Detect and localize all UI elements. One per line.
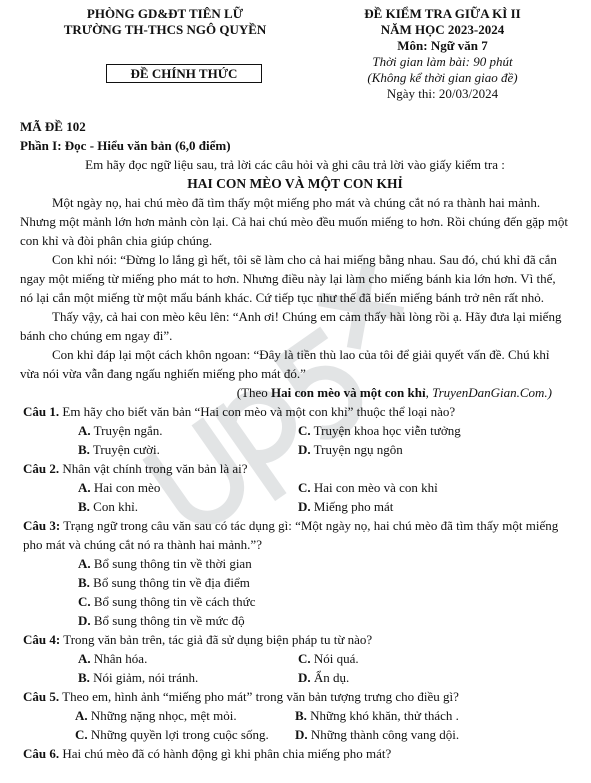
question-1 (20, 402, 570, 421)
department-name: PHÒNG GD&ĐT TIÊN LỮ (86, 6, 244, 21)
question-5 (20, 687, 570, 706)
answer-option: A. Những nặng nhọc, mệt mỏi. (75, 708, 237, 723)
question-label: Câu 6. (23, 746, 60, 761)
exam-code: MÃ ĐỀ 102 (20, 119, 86, 134)
question-text: Nhân vật chính trong văn bản là ai? (59, 461, 248, 476)
answer-option: A. Truyện ngắn. (78, 423, 163, 438)
question-label: Câu 3: (23, 518, 61, 533)
answer-option: A. Bổ sung thông tin về thời gian (78, 556, 252, 571)
exam-header (320, 6, 565, 102)
question-text: Hai chú mèo đã có hành động gì khi phân chia miếng pho mát? (59, 746, 392, 761)
source-title: Hai con mèo và một con khỉ (271, 385, 426, 400)
question-label: Câu 5. (23, 689, 60, 704)
question-label: Câu 2. (23, 461, 60, 476)
answer-option: C. Những quyền lợi trong cuộc sống. (75, 727, 269, 742)
answer-option: A. Nhân hóa. (78, 651, 148, 666)
answer-option: D. Miếng pho mát (298, 499, 394, 514)
answer-option: B. Con khỉ. (78, 499, 138, 514)
question-text: Em hãy cho biết văn bản “Hai con mèo và một con khỉ” thuộc thể loại nào? (59, 404, 456, 419)
answer-option: D. Truyện ngụ ngôn (298, 442, 403, 457)
answer-option: C. Truyện khoa học viễn tưởng (298, 423, 461, 438)
answer-options (20, 649, 570, 687)
question-3 (20, 516, 570, 554)
school-name: TRƯỜNG TH-THCS NGÔ QUYỀN (63, 22, 267, 37)
answer-option: B. Nói giảm, nói tránh. (78, 670, 199, 685)
question-text: Trong văn bản trên, tác giả đã sử dụng biện pháp tu từ nào? (60, 632, 373, 647)
subject: Môn: Ngữ văn 7 (397, 38, 488, 53)
source-prefix: (Theo (236, 385, 272, 400)
answer-option: D. Những thành công vang dội. (295, 727, 460, 742)
question-2 (20, 459, 570, 478)
story-paragraph: Con khỉ nói: “Đừng lo lắng gì hết, tôi sẽ làm cho cả hai miếng bằng nhau. Sau đó, chú khỉ đã cắn ngay một miếng từ miếng pho mát to hơn. Nhưng điều này lại làm cho miếng bánh kia lớn hơn. Vì thế, nó lại cắn một miếng từ một mẩu bánh khác. Cứ tiếp tục như thế đã biến miếng bánh trở nên rất nhỏ. (20, 252, 557, 305)
school-year: NĂM HỌC 2023-2024 (380, 22, 505, 37)
answer-option: B. Những khó khăn, thử thách . (295, 708, 459, 723)
time-note: (Không kể thời gian giao đề) (367, 70, 518, 85)
story-source (20, 383, 570, 402)
answer-option: C. Hai con mèo và con khỉ (298, 480, 438, 495)
part-heading: Phần I: Đọc - Hiểu văn bản (6,0 điểm) (20, 138, 231, 153)
school-header (45, 6, 285, 38)
question-text: Trạng ngữ trong câu văn sau có tác dụng gì: “Một ngày nọ, hai chú mèo đã tìm thấy một miếng pho mát và chúng cắt nó ra thành hai mảnh.”? (23, 518, 559, 552)
time-limit: Thời gian làm bài: 90 phút (372, 54, 513, 69)
exam-date: Ngày thi: 20/03/2024 (386, 86, 499, 101)
answer-option: B. Truyện cười. (78, 442, 160, 457)
source-suffix: , TruyenDanGian.Com.) (425, 385, 552, 400)
story-title: HAI CON MÈO VÀ MỘT CON KHỈ (187, 176, 403, 191)
exam-title: ĐỀ KIỂM TRA GIỮA KÌ II (364, 6, 521, 21)
answer-options (20, 478, 570, 516)
story-paragraph: Một ngày nọ, hai chú mèo đã tìm thấy một miếng pho mát và chúng cắt nó ra thành hai mảnh. Nhưng một mảnh lớn hơn mảnh còn lại. Cả hai chú mèo đều muốn miếng to hơn. Rồi chúng đến gặp một con khỉ và đòi phân chia giúp chúng. (20, 195, 568, 248)
answer-options (20, 421, 570, 459)
exam-content (20, 117, 570, 763)
instruction: Em hãy đọc ngữ liệu sau, trả lời các câu hỏi và ghi câu trả lời vào giấy kiểm tra : (85, 157, 505, 172)
answer-options (20, 554, 570, 630)
answer-option: D. Ẩn dụ. (298, 670, 350, 685)
question-6 (20, 744, 570, 763)
answer-option: A. Hai con mèo (78, 480, 161, 495)
official-exam-box: ĐỀ CHÍNH THỨC (106, 64, 262, 83)
question-label: Câu 1. (23, 404, 60, 419)
answer-option: D. Bổ sung thông tin về mức độ (78, 613, 245, 628)
story-paragraph: Con khỉ đáp lại một cách khôn ngoan: “Đây là tiền thù lao của tôi để giải quyết vấn đề. Chú khỉ vừa nói vừa vẫn đang ngấu nghiến miếng pho mát đó.” (20, 347, 550, 381)
question-4 (20, 630, 570, 649)
answer-options (20, 706, 570, 744)
question-text: Theo em, hình ảnh “miếng pho mát” trong văn bản tượng trưng cho điều gì? (59, 689, 459, 704)
answer-option: C. Bổ sung thông tin về cách thức (78, 594, 256, 609)
answer-option: C. Nói quá. (298, 651, 359, 666)
answer-option: B. Bổ sung thông tin về địa điểm (78, 575, 250, 590)
story-paragraph: Thấy vậy, cả hai con mèo kêu lên: “Anh ơi! Chúng em cảm thấy hài lòng rồi ạ. Hãy đưa lại miếng bánh cho chúng em ngay đi”. (20, 309, 562, 343)
question-label: Câu 4: (23, 632, 61, 647)
